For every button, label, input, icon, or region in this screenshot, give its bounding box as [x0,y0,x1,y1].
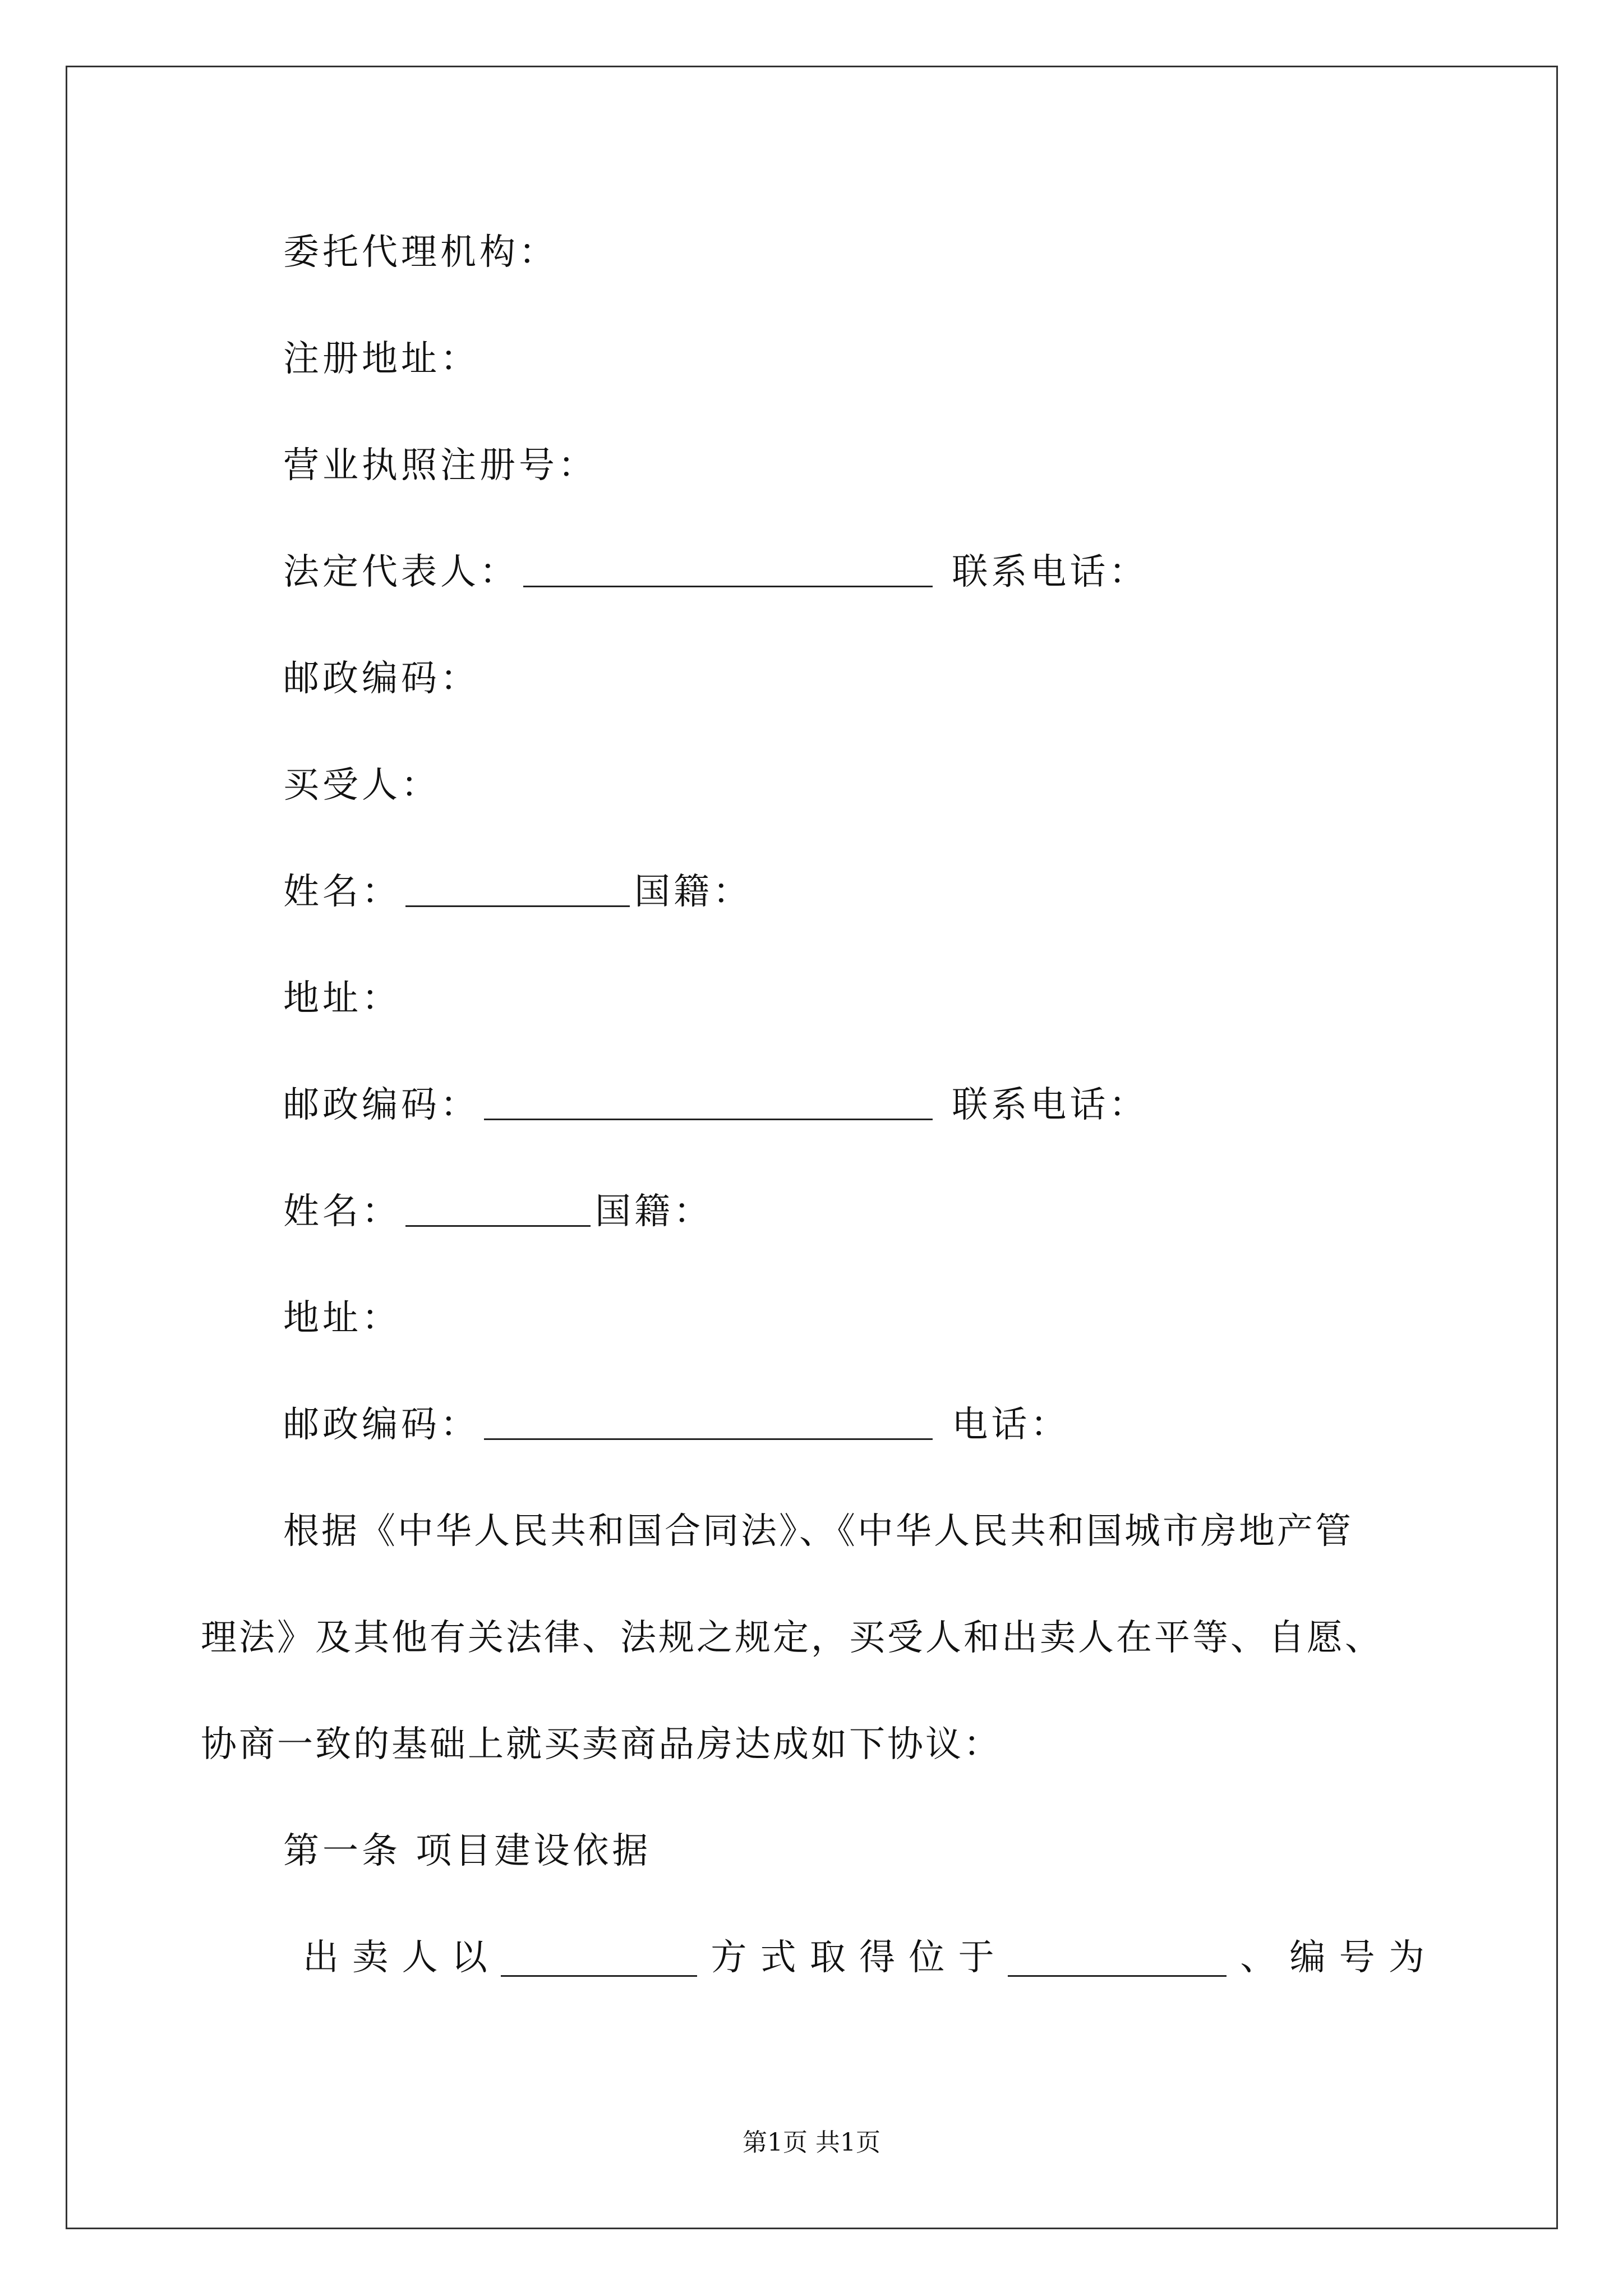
license-number-label: 营业执照注册号： [283,445,597,486]
postal-code-label: 邮政编码： [283,1404,479,1446]
article-1-char: 以 [451,1937,487,1978]
postal-code-blank[interactable] [484,1083,933,1120]
article-1-char: 方 [711,1937,747,1978]
article-1-char: 得 [859,1937,896,1978]
phone-label: 电话： [952,1404,1070,1446]
article-1-char: 人 [402,1937,438,1978]
legal-rep-row [283,539,1148,606]
name-blank[interactable] [405,869,630,907]
article-1-char: 编 [1289,1937,1326,1978]
legal-rep-label: 法定代表人： [283,551,519,593]
agency-label: 委托代理机构： [283,232,558,273]
nationality-label: 国籍： [634,871,752,913]
article-1-title: 第一条 项目建设依据 [283,1830,652,1872]
article-1-char: 卖 [352,1937,389,1978]
article-1-char: 出 [303,1937,339,1978]
name-blank[interactable] [405,1189,591,1227]
buyer2-name-row [283,1178,713,1245]
preamble-line-3: 协商一致的基础上就买卖商品房达成如下协议： [201,1724,1002,1765]
buyer2-address-label: 地址： [283,1297,401,1339]
article-1-char: 为 [1388,1937,1424,1978]
location-blank[interactable] [1008,1939,1227,1977]
postal-code-blank[interactable] [484,1402,933,1440]
buyer1-name-row [283,858,752,926]
article-1-char: 位 [909,1937,945,1978]
page-footer: 第1页 共1页 [743,2128,880,2157]
article-1-char: 号 [1339,1937,1375,1978]
reg-address-label: 注册地址： [283,338,479,380]
preamble-line-1: 根据《中华人民共和国合同法》、《中华人民共和国城市房地产管 [283,1511,1353,1552]
legal-rep-blank[interactable] [523,550,933,587]
buyer2-postal-row [283,1391,1069,1458]
name-label: 姓名： [283,1191,401,1232]
nationality-label: 国籍： [595,1191,713,1232]
article-1-char: 于 [958,1937,994,1978]
article-1-first-line [303,1924,1424,1991]
buyer-label: 买受人： [283,765,440,806]
article-1-char: 式 [760,1937,796,1978]
preamble-line-2: 理法》及其他有关法律、法规之规定，买受人和出卖人在平等、自愿、 [201,1617,1383,1659]
contact-phone-label: 联系电话： [952,1084,1149,1126]
article-1-char: 、 [1240,1937,1276,1978]
article-1-char: 取 [809,1937,846,1978]
contact-phone-label: 联系电话： [952,551,1149,593]
postal-code-label: 邮政编码： [283,1084,479,1126]
buyer1-address-label: 地址： [283,978,401,1019]
buyer1-postal-row [283,1071,1148,1139]
acquisition-method-blank[interactable] [501,1939,697,1977]
name-label: 姓名： [283,871,401,913]
postal-code-label: 邮政编码： [283,658,479,700]
